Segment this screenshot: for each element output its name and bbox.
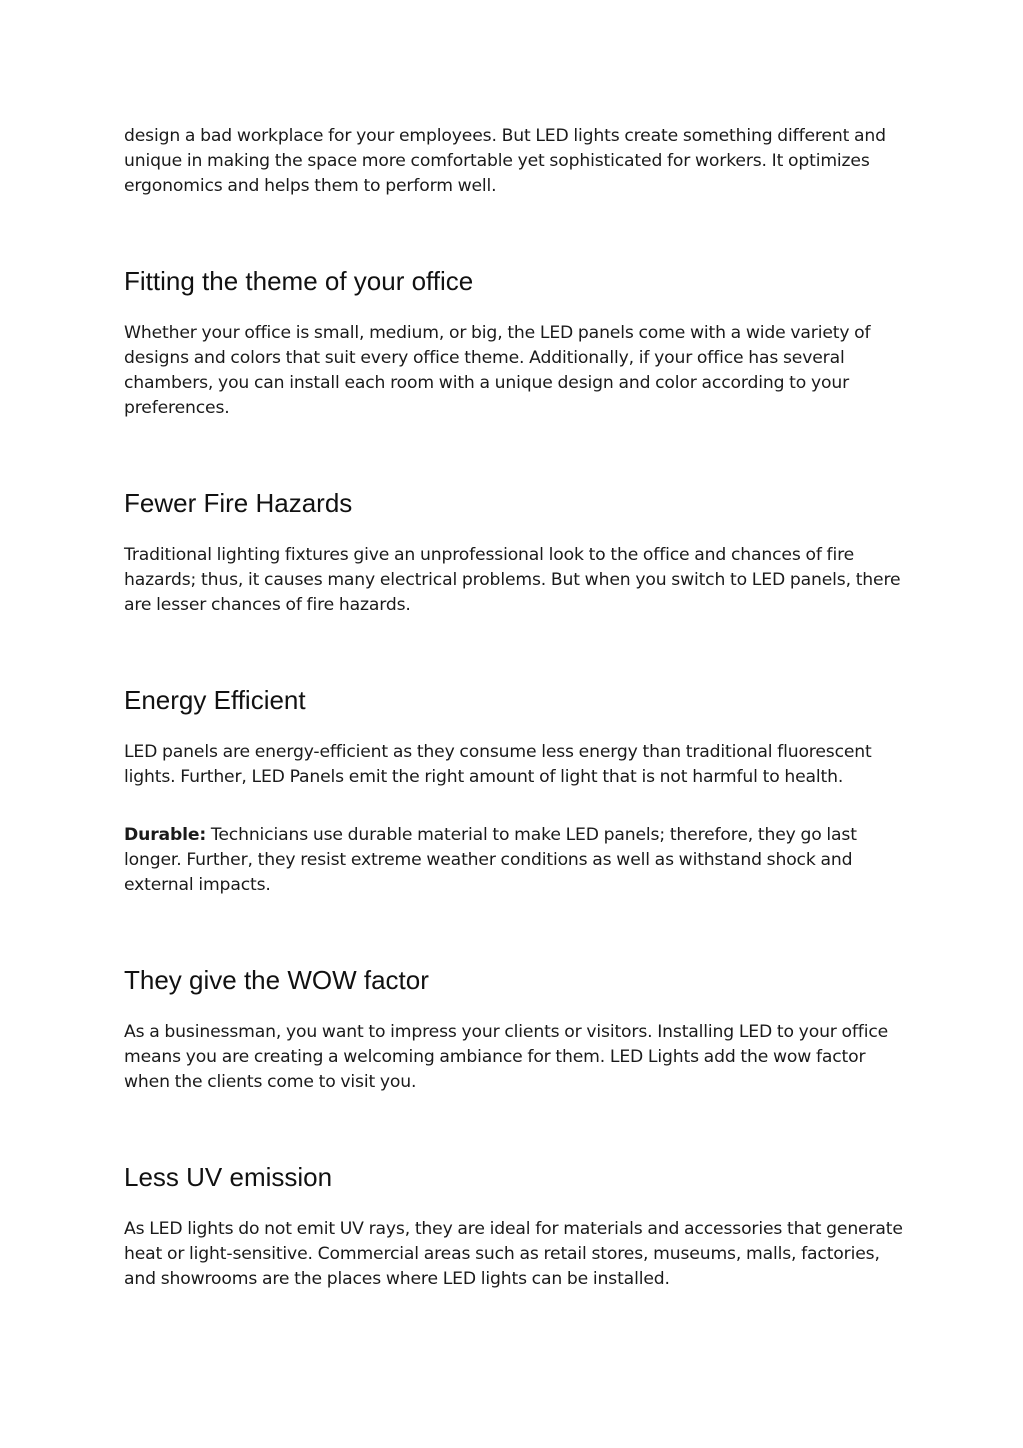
- section-heading-fire-hazards: Fewer Fire Hazards: [124, 488, 353, 518]
- section-body-wow-factor: As a businessman, you want to impress your clients or visitors. Installing LED to your office means you are creating a welcoming ambiance for them. LED Lights add the wow factor when the clients come to visit you.: [124, 1022, 889, 1092]
- section-heading-uv-emission: Less UV emission: [124, 1162, 333, 1192]
- durable-paragraph: [124, 823, 914, 898]
- section-heading-energy-efficient: Energy Efficient: [124, 685, 306, 715]
- durable-label: Durable:: [124, 825, 207, 845]
- section-body-theme: Whether your office is small, medium, or big, the LED panels come with a wide variety of designs and colors that suit every office theme. Additionally, if your office has several chambers, you can install each room with a unique design and color according to your preferences.: [124, 323, 871, 418]
- section-body-uv-emission: As LED lights do not emit UV rays, they are ideal for materials and accessories that generate heat or light-sensitive. Commercial areas such as retail stores, museums, malls, factories, and showrooms are the places where LED lights can be installed.: [124, 1219, 903, 1289]
- section-heading-wow-factor: They give the WOW factor: [124, 965, 429, 995]
- section-body-fire-hazards: Traditional lighting fixtures give an unprofessional look to the office and chances of fire hazards; thus, it causes many electrical problems. But when you switch to LED panels, there are lesser chances of fire hazards.: [124, 545, 901, 615]
- durable-text: Technicians use durable material to make LED panels; therefore, they go last longer. Further, they resist extreme weather conditions as well as withstand shock and external impacts.: [124, 825, 857, 895]
- section-heading-theme: Fitting the theme of your office: [124, 266, 474, 296]
- intro-paragraph: design a bad workplace for your employees. But LED lights create something different and unique in making the space more comfortable yet sophisticated for workers. It optimizes ergonomics and helps them to perform well.: [124, 126, 886, 196]
- section-body-energy-efficient: LED panels are energy-efficient as they consume less energy than traditional fluorescent lights. Further, LED Panels emit the right amount of light that is not harmful to health.: [124, 742, 872, 787]
- document-page: [124, 124, 914, 1292]
